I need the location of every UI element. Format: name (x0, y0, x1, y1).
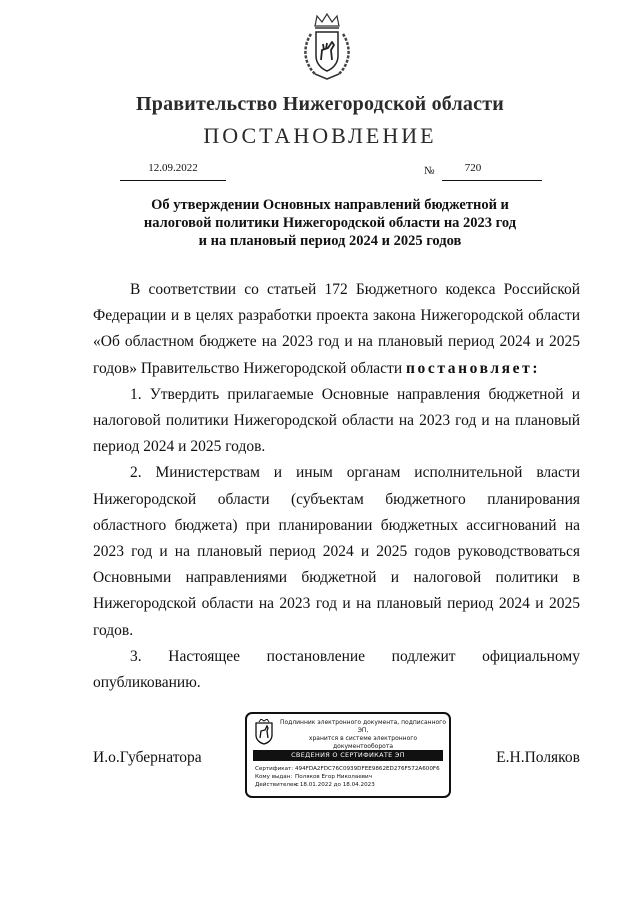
stamp-emblem-icon (253, 719, 275, 745)
stamp-header-line: хранится в системе электронного документооборота (308, 735, 418, 750)
stamp-cert-label: Сертификат: (255, 766, 294, 772)
clause-2: 2. Министерствам и иным органам исполнительной власти Нижегородской области (субъектам бюджетного планирования областного бюджета) при планировании бюджетных ассигнований на 2023 год и на плановый период 2024 и 2025 годов руководствоваться Основными направлениями бюджетной и налоговой политики в Нижегородской области на 2023 год и на плановый период 2024 и 2025 годов. (93, 464, 580, 639)
subject-line: и на плановый период 2024 и 2025 годов (198, 233, 462, 249)
signer-name: Е.Н.Поляков (496, 749, 580, 766)
subject-line: Об утверждении Основных направлений бюджетной и (151, 197, 509, 213)
document-body (93, 277, 580, 696)
document-date: 12.09.2022 (148, 162, 198, 174)
preamble-paragraph (93, 277, 580, 382)
subject-line: налоговой политики Нижегородской области на 2023 год (143, 215, 517, 231)
stamp-header (279, 719, 447, 751)
stamp-owner-label: Кому выдан: (255, 774, 293, 780)
document-subject (100, 196, 560, 250)
document-number: 720 (464, 162, 482, 174)
stamp-valid-label: Действителен: (255, 782, 299, 788)
resolves-word: постановляет: (406, 359, 541, 377)
stamp-valid-value: с 18.01.2022 до 18.04.2023 (295, 782, 375, 788)
stamp-title-bar: СВЕДЕНИЯ О СЕРТИФИКАТЕ ЭП (253, 750, 443, 761)
document-type: ПОСТАНОВЛЕНИЕ (203, 123, 437, 148)
stamp-owner-row (255, 773, 372, 781)
stamp-owner-value: Поляков Егор Николаевич (295, 774, 372, 780)
number-sign: № (424, 165, 435, 177)
government-title: Правительство Нижегородской области (136, 93, 504, 115)
preamble-text: В соответствии со статьей 172 Бюджетного кодекса Российской Федерации и в целях разработки проекта закона Нижегородской области «Об областном бюджете на 2023 год и на плановый период 2024 и 2025 годов» Правительство Нижегородской области (93, 281, 580, 377)
signer-role: И.о.Губернатора (93, 749, 202, 766)
e-signature-stamp (245, 712, 451, 798)
coat-of-arms-emblem (301, 12, 353, 82)
stamp-valid-row (255, 781, 375, 789)
stamp-cert-value: 494FDA2FDC76C0939DFEE9862ED276F572A600F6 (295, 766, 440, 772)
stamp-cert-row (255, 765, 440, 773)
stamp-header-line: Подлинник электронного документа, подписанного ЭП, (279, 719, 446, 734)
clause-1: 1. Утвердить прилагаемые Основные направления бюджетной и налоговой политики Нижегородской области на 2023 год и на плановый период 2024 и 2025 годов. (93, 385, 580, 456)
clause-3: 3. Настоящее постановление подлежит официальному опубликованию. (93, 647, 580, 692)
